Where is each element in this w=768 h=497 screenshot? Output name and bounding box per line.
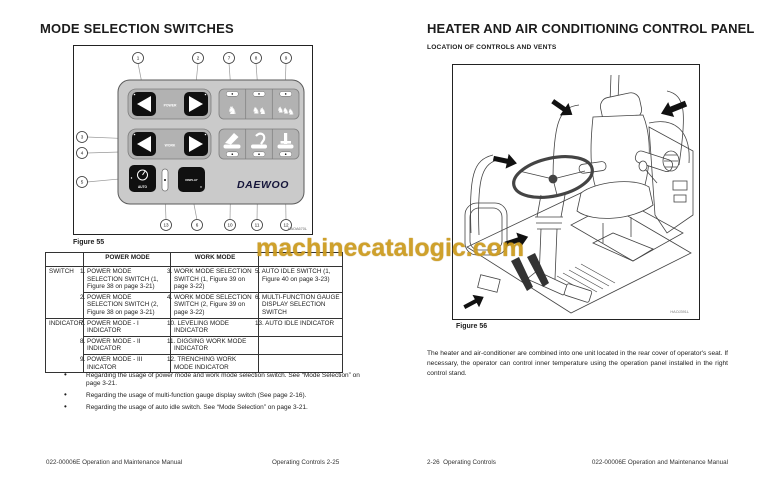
svg-text:♞: ♞ <box>251 105 261 116</box>
table-row <box>46 292 343 318</box>
work-switch-group <box>128 129 211 159</box>
display-label: DISPLAY <box>185 178 198 182</box>
right-footer-manual-id: 022-00006E Operation and Maintenance Manual <box>591 459 728 466</box>
svg-text:3: 3 <box>80 134 84 140</box>
row-group-switch: SWITCH <box>46 267 84 319</box>
svg-text:11: 11 <box>254 222 260 228</box>
operator-seat <box>577 91 674 218</box>
table-cell: 2. POWER MODE SELECTION SWITCH (2, Figure 38 on page 3-21) <box>84 292 171 318</box>
svg-text:8: 8 <box>254 55 258 61</box>
one-horse-icon: ♞ <box>227 105 238 117</box>
bullet-item: • Regarding the usage of multi-function gauge display switch (See page 2-16). <box>62 392 364 400</box>
table-cell: 9. POWER MODE - III INICATOR <box>84 354 171 372</box>
left-footer-manual-id: 022-00006E Operation and Maintenance Manual <box>46 459 183 466</box>
table-row <box>46 267 343 293</box>
left-footer-page-number: Operating Controls 2-25 <box>272 459 340 466</box>
svg-text:2: 2 <box>196 55 200 61</box>
figure-56-caption: Figure 56 <box>456 323 488 330</box>
right-page-subtitle: LOCATION OF CONTROLS AND VENTS <box>427 44 557 51</box>
table-cell: 10. LEVELING MODE INDICATOR <box>171 318 259 336</box>
table-header-power-mode: POWER MODE <box>84 253 171 267</box>
table-header-blank <box>46 253 84 267</box>
table-cell: 5. AUTO IDLE SWITCH (1, Figure 40 on page 3-23) <box>259 267 343 293</box>
table-row <box>46 318 343 336</box>
right-footer-page-number: 2-26 Operating Controls <box>427 459 496 466</box>
svg-text:1: 1 <box>136 55 140 61</box>
auto-idle-button-icon <box>129 165 156 192</box>
work-mode-indicator-block <box>219 129 299 159</box>
table-cell: 3. WORK MODE SELECTION SWITCH (1, Figure 39 on page 3-22) <box>171 267 259 293</box>
figure-55-caption: Figure 55 <box>73 239 105 246</box>
auto-idle-lamp-dot <box>164 179 166 181</box>
table-cell: 8. POWER MODE - II INDICATOR <box>84 336 171 354</box>
svg-text:6: 6 <box>195 222 199 228</box>
svg-text:5: 5 <box>80 179 84 185</box>
figure-56-image-code: HAOJ391L <box>670 310 689 314</box>
table-cell: 1. POWER MODE SELECTION SWITCH (1, Figure 38 on page 3-21) <box>84 267 171 293</box>
daewoo-logo: DAEWOO <box>236 179 290 191</box>
svg-text:♞: ♞ <box>276 105 285 115</box>
svg-text:10: 10 <box>227 222 233 228</box>
svg-text:♞: ♞ <box>287 107 295 117</box>
cab-interior-illustration <box>453 65 697 317</box>
bullet-list <box>62 372 364 416</box>
bullet-item: • Regarding the usage of auto idle switch. See “Mode Selection” on page 3-21. <box>62 404 364 412</box>
table-cell <box>259 354 343 372</box>
bullet-item: • Regarding the usage of power mode and work mode selection switch. See “Mode Selection” on page 3-21. <box>62 372 364 388</box>
svg-text:13: 13 <box>163 222 169 228</box>
figure-55-box <box>73 45 313 235</box>
table-cell: 11. DIGGING WORK MODE INDICATOR <box>171 336 259 354</box>
table-cell: 4. WORK MODE SELECTION SWITCH (2, Figure 39 on page 3-22) <box>171 292 259 318</box>
left-page-title: MODE SELECTION SWITCHES <box>40 20 234 36</box>
table-cell: 7. POWER MODE - I INDICATOR <box>84 318 171 336</box>
power-switch-group <box>128 89 211 119</box>
work-label: WORK <box>164 143 176 148</box>
table-header-work-mode: WORK MODE <box>171 253 259 267</box>
table-cell: 6. MULTI-FUNCTION GAUGE DISPLAY SELECTION SWITCH <box>259 292 343 318</box>
power-mode-indicator-block <box>219 89 299 119</box>
figure-56-box <box>452 64 700 320</box>
mode-table-wrap <box>45 252 342 373</box>
watermark-text: machinecatalogic.com <box>256 234 525 262</box>
svg-text:9: 9 <box>284 55 288 61</box>
table-row <box>46 354 343 372</box>
row-group-indicator: INDICATOR <box>46 318 84 373</box>
figure-55-image-code: HAOA670L <box>287 227 307 231</box>
mode-table <box>45 252 343 373</box>
svg-text:♞: ♞ <box>258 106 267 116</box>
display-button-icon <box>178 167 205 192</box>
mode-panel-illustration <box>74 46 310 232</box>
right-page-title: HEATER AND AIR CONDITIONING CONTROL PANEL <box>427 20 755 36</box>
svg-text:4: 4 <box>80 150 84 156</box>
table-row <box>46 336 343 354</box>
table-cell <box>259 336 343 354</box>
right-page-body-text: The heater and air-conditioner are combined into one unit located in the rear cover of operator's seat. If necessary, the operator can control inner temperature using the operation panel installed in the right control stand. <box>427 349 728 378</box>
auto-label: AUTO <box>138 185 147 189</box>
power-label: POWER <box>163 103 177 108</box>
svg-text:12: 12 <box>283 222 289 228</box>
svg-text:7: 7 <box>227 55 231 61</box>
table-cell: 13. AUTO IDLE INDICATOR <box>259 318 343 336</box>
table-cell: 12. TRENCHING WORK MODE INDICATOR <box>171 354 259 372</box>
two-horse-icon <box>252 106 267 117</box>
svg-text:♞: ♞ <box>282 106 290 116</box>
